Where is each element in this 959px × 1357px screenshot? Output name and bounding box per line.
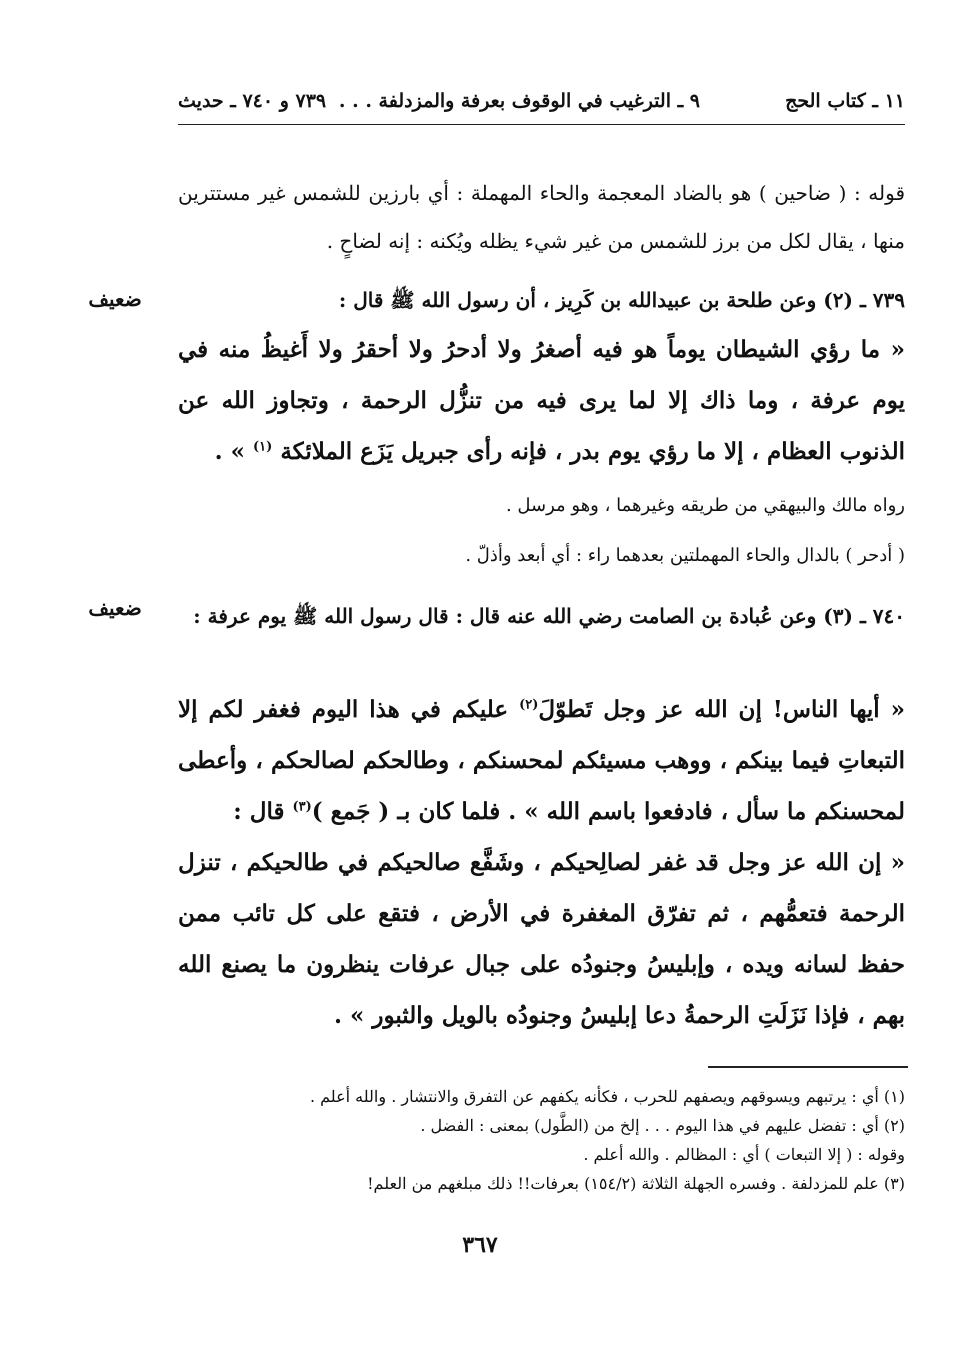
footnote-3: (٣) علم للمزدلفة . وفسره الجهلة الثلاثة (١٥٤/٢) بعرفات!! ذلك مبلغهم من العلم! <box>367 1174 905 1193</box>
hadith-739-grade: ضعيف <box>88 287 142 311</box>
footnote-rule <box>708 1066 908 1068</box>
header-book-title: ١١ ـ كتاب الحج <box>785 90 905 112</box>
hadith-740-text-part2: « إن الله عز وجل قد غفر لصالِحيكم ، وشَفَّع صالحيكم في طالحيكم ، تنزل الرحمة فتعمُّهم ، ثم تفرّق المغفرة في الأرض ، فتقع على كل تائب ممن حفظ لسانه ويده ، وإبليسُ وجنودُه على جبال عرفات ينظرون ما يصنع الله بهم ، فإذا نَزَلَتِ الرحمةُ دعا إبليسُ وجنودُه بالويل والثبور » . <box>178 849 905 1029</box>
hadith-740-text-c: قال : <box>233 798 285 825</box>
hadith-740-text-b: عليكم في هذا اليوم فغفر لكم إلا التبعاتِ فيما بينكم ، ووهب مسيئكم لمحسنكم ، وطالحكم لصالحكم ، وأعطى لمحسنكم ما سأل ، فادفعوا باسم الله » . فلما كان بـ ( جَمع ) <box>178 696 905 825</box>
hadith-740-heading: ٧٤٠ ـ (٣) وعن عُبادة بن الصامت رضي الله عنه قال : قال رسول الله ﷺ يوم عرفة : <box>193 604 905 628</box>
intro-note: قوله : ( ضاحين ) هو بالضاد المعجمة والحاء المهملة : أي بارزين للشمس غير مستترين منها ، يقال لكل من برز للشمس من غير شيء يظله ويُكنه : إنه لضاحٍ . <box>178 181 906 253</box>
footnote-ref-2: (٢) <box>519 697 539 713</box>
hadith-739-heading: ٧٣٩ ـ (٢) وعن طلحة بن عبيدالله بن كَرِيز ، أن رسول الله ﷺ قال : <box>338 288 905 312</box>
hadith-739-end: » . <box>214 438 245 465</box>
footnote-2-continued: وقوله : ( إلا التبعات ) أي : المظالم . والله أعلم . <box>583 1145 905 1164</box>
footnote-ref-1: (١) <box>253 439 273 455</box>
header-chapter-title: ٩ ـ الترغيب في الوقوف بعرفة والمزدلفة . . . <box>338 90 700 112</box>
footnote-1: (١) أي : يرتبهم ويسوقهم ويصفهم للحرب ، فكأنه يكفهم عن التفرق والانتشار . والله أعلم . <box>309 1087 905 1106</box>
hadith-740-text-a: « أيها الناس! إن الله عز وجل تَطوّلَ <box>538 696 905 723</box>
page-number: ٣٦٧ <box>462 1232 498 1258</box>
hadith-739-body: « ما رؤي الشيطان يوماً هو فيه أصغرُ ولا أدحرُ ولا أحقرُ ولا أَغيظُ منه في يوم عرفة ، وما ذاك إلا لما يرى فيه من تنزُّل الرحمة ، وتجاوز الله عن الذنوب العظام ، إلا ما رؤي يوم بدر ، فإنه رأى جبريل يَزَع الملائكة <box>178 336 905 465</box>
footnote-ref-3: (٣) <box>292 799 312 815</box>
hadith-739-source: رواه مالك والبيهقي من طريقه وغيرهما ، وهو مرسل . <box>505 495 905 516</box>
hadith-740-grade: ضعيف <box>88 596 142 620</box>
header-hadith-range: ٧٣٩ و ٧٤٠ ـ حديث <box>178 90 327 112</box>
running-header <box>178 88 905 122</box>
hadith-740-text-part1 <box>178 684 905 837</box>
hadith-739-explanation: ( أدحر ) بالدال والحاء المهملتين بعدهما راء : أي أبعد وأذلّ . <box>465 545 905 566</box>
hadith-739-text <box>178 324 905 477</box>
footnote-2: (٢) أي : تفضل عليهم في هذا اليوم . . . إلخ من (الطَّول) بمعنى : الفضل . <box>420 1116 905 1135</box>
footnotes <box>178 1082 905 1198</box>
header-rule <box>178 124 905 125</box>
